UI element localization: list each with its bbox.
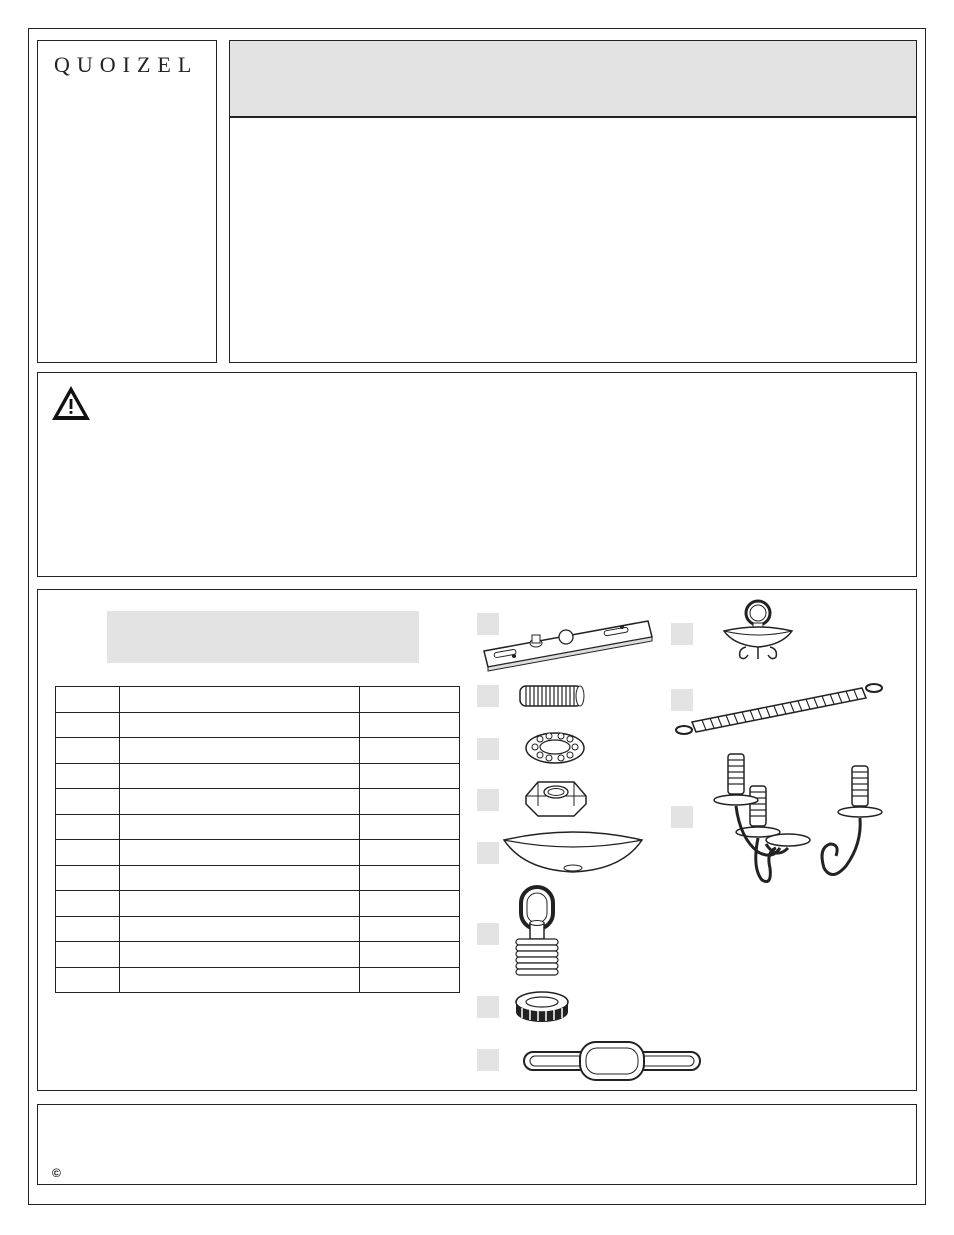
part-index-marker	[477, 842, 499, 864]
table-row	[56, 840, 460, 866]
warning-triangle-icon	[50, 384, 92, 422]
parts-table	[55, 686, 460, 993]
part-id-cell	[56, 814, 120, 840]
part-index-marker	[671, 806, 693, 828]
part-qty-cell	[360, 840, 460, 866]
part-id-cell	[56, 967, 120, 993]
table-row	[56, 891, 460, 917]
table-row	[56, 712, 460, 738]
part-qty-cell	[360, 942, 460, 968]
part-id-cell	[56, 865, 120, 891]
part-id-cell	[56, 763, 120, 789]
part-id-cell	[56, 916, 120, 942]
part-index-marker	[671, 623, 693, 645]
part-name-cell	[120, 840, 360, 866]
part-index-marker	[477, 789, 499, 811]
part-index-marker	[477, 1049, 499, 1071]
part-name-cell	[120, 916, 360, 942]
part-qty-cell	[360, 916, 460, 942]
lock-nut-icon	[514, 990, 570, 1024]
logo-panel	[37, 40, 217, 363]
crossbar-icon	[482, 617, 654, 671]
part-qty-cell	[360, 891, 460, 917]
part-name-cell	[120, 789, 360, 815]
table-row	[56, 916, 460, 942]
part-id-cell	[56, 712, 120, 738]
part-qty-cell	[360, 738, 460, 764]
parts-title-bar	[107, 611, 419, 663]
part-id-cell	[56, 789, 120, 815]
table-row	[56, 865, 460, 891]
warning-panel	[37, 372, 917, 577]
part-index-marker	[477, 738, 499, 760]
part-name-cell	[120, 891, 360, 917]
ring-cap-icon	[512, 885, 562, 979]
part-qty-cell	[360, 865, 460, 891]
title-divider	[230, 116, 916, 118]
canopy-icon	[502, 830, 644, 874]
part-index-marker	[477, 923, 499, 945]
part-name-cell	[120, 814, 360, 840]
copyright-symbol: ©	[52, 1166, 61, 1180]
part-qty-cell	[360, 814, 460, 840]
part-name-cell	[120, 712, 360, 738]
table-row	[56, 967, 460, 993]
chain-links-icon	[522, 1040, 702, 1082]
loop-canopy-icon	[722, 597, 794, 663]
part-id-cell	[56, 687, 120, 713]
table-row	[56, 687, 460, 713]
part-name-cell	[120, 763, 360, 789]
part-name-cell	[120, 967, 360, 993]
part-id-cell	[56, 942, 120, 968]
part-name-cell	[120, 942, 360, 968]
part-qty-cell	[360, 763, 460, 789]
part-index-marker	[477, 685, 499, 707]
table-row	[56, 763, 460, 789]
part-qty-cell	[360, 789, 460, 815]
part-name-cell	[120, 687, 360, 713]
part-qty-cell	[360, 967, 460, 993]
part-qty-cell	[360, 712, 460, 738]
threaded-nipple-icon	[516, 682, 588, 710]
hex-nut-icon	[524, 778, 588, 820]
part-index-marker	[477, 996, 499, 1018]
table-row	[56, 789, 460, 815]
part-qty-cell	[360, 687, 460, 713]
part-name-cell	[120, 738, 360, 764]
title-bar	[230, 41, 916, 116]
threaded-rod-icon	[672, 680, 886, 738]
table-row	[56, 738, 460, 764]
part-id-cell	[56, 891, 120, 917]
part-id-cell	[56, 840, 120, 866]
chandelier-arms-icon	[706, 748, 890, 888]
lock-washer-icon	[523, 730, 587, 766]
table-row	[56, 942, 460, 968]
brand-logo: QUOIZEL	[54, 52, 199, 77]
part-name-cell	[120, 865, 360, 891]
part-id-cell	[56, 738, 120, 764]
table-row	[56, 814, 460, 840]
footer-panel	[37, 1104, 917, 1185]
